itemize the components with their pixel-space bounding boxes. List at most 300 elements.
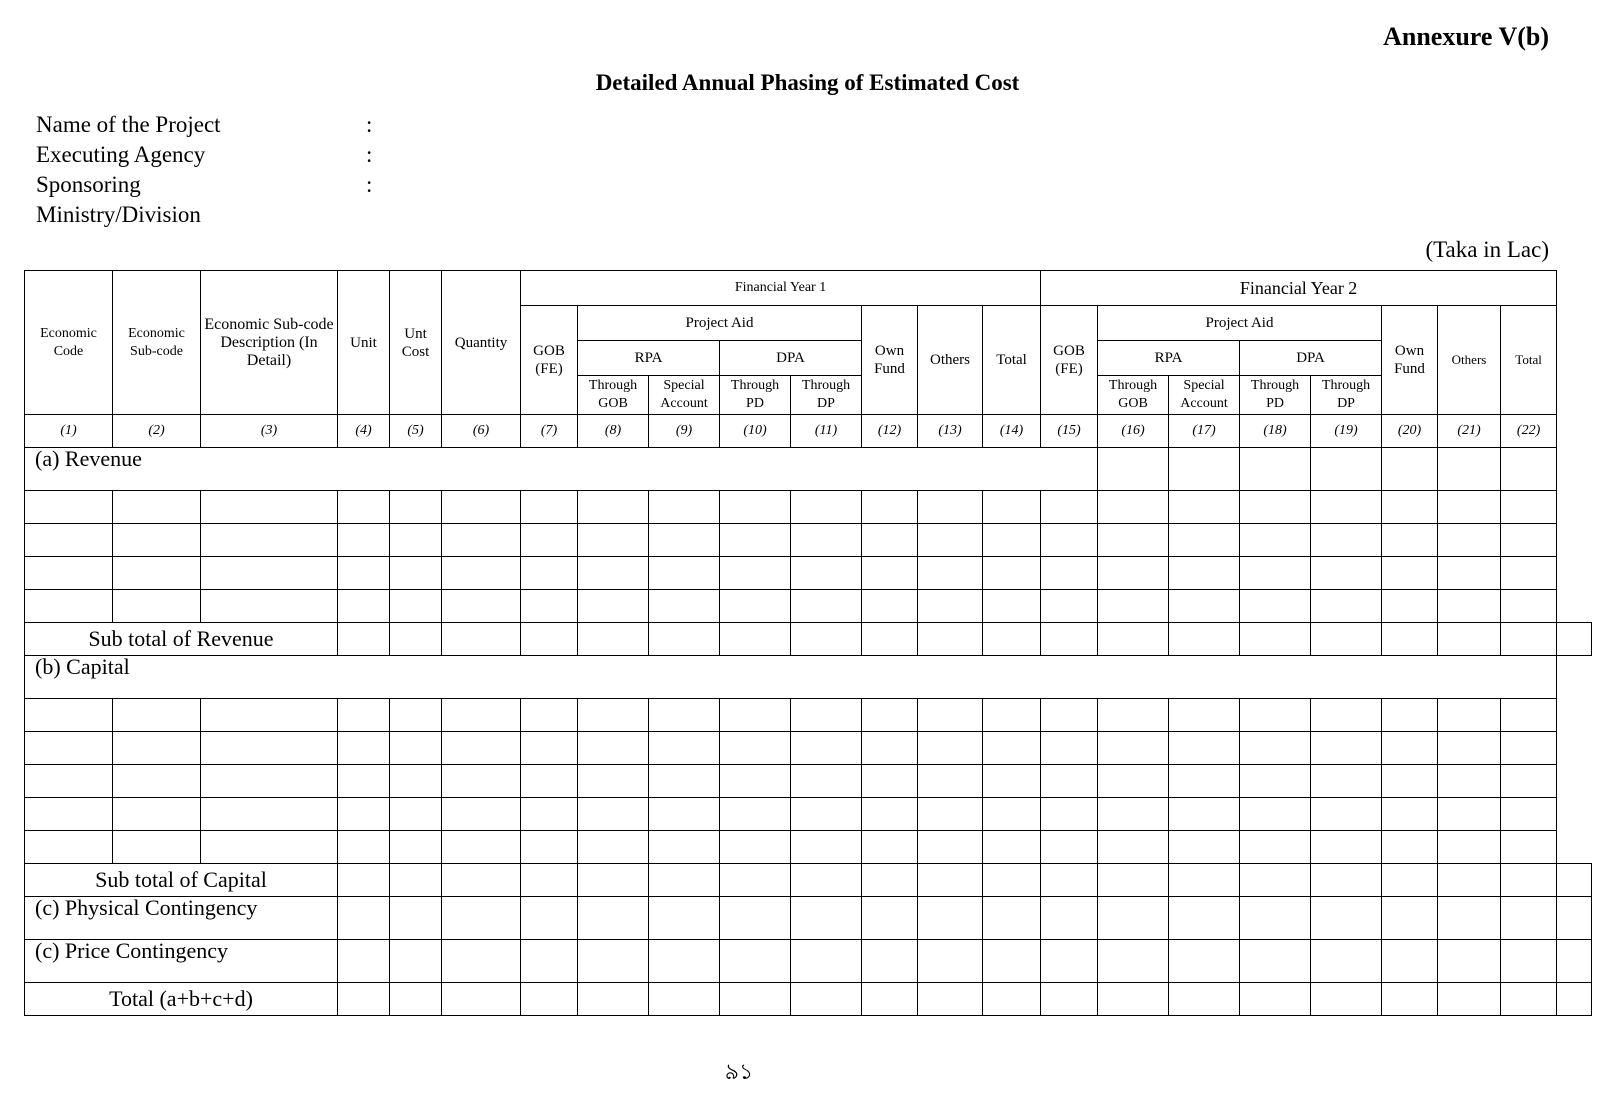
table-cell (338, 557, 390, 590)
col-index: (18) (1240, 415, 1311, 448)
table-cell (521, 831, 578, 864)
header-total: Total (1501, 306, 1557, 415)
table-cell (1311, 897, 1382, 940)
table-cell (1169, 491, 1240, 524)
table-cell (918, 983, 983, 1016)
table-cell (1557, 897, 1592, 940)
table-cell (649, 491, 720, 524)
table-cell (201, 557, 338, 590)
table-cell (649, 983, 720, 1016)
table-cell (791, 557, 862, 590)
table-cell (720, 699, 791, 732)
table-cell (918, 765, 983, 798)
table-cell (442, 983, 521, 1016)
table-cell (1382, 491, 1438, 524)
subtotal-capital-label: Sub total of Capital (25, 864, 338, 897)
table-cell (1382, 940, 1438, 983)
subtotal-revenue-row (25, 623, 1592, 656)
table-cell (521, 983, 578, 1016)
table-cell (983, 590, 1041, 623)
table-cell (521, 623, 578, 656)
table-cell (1041, 699, 1098, 732)
table-cell (862, 983, 918, 1016)
table-cell (1240, 897, 1311, 940)
table-cell (791, 864, 862, 897)
table-cell (720, 897, 791, 940)
table-cell (390, 699, 442, 732)
table-cell (791, 590, 862, 623)
header-row-1 (25, 271, 1592, 306)
table-cell (25, 590, 113, 623)
table-cell (442, 590, 521, 623)
table-cell (338, 732, 390, 765)
table-cell (1041, 623, 1098, 656)
table-cell (1098, 940, 1169, 983)
table-cell (1041, 491, 1098, 524)
table-cell (1501, 864, 1557, 897)
table-cell (1438, 699, 1501, 732)
table-cell (1041, 940, 1098, 983)
table-cell (649, 897, 720, 940)
cost-phasing-table (24, 270, 1592, 1016)
table-cell (521, 557, 578, 590)
col-index: (15) (1041, 415, 1098, 448)
table-cell (1041, 448, 1098, 491)
col-index: (5) (390, 415, 442, 448)
table-cell (1169, 897, 1240, 940)
table-cell (1311, 699, 1382, 732)
header-dpa: DPA (720, 341, 862, 376)
table-cell (390, 590, 442, 623)
header-economic-code: Economic Code (25, 271, 113, 415)
table-cell (862, 491, 918, 524)
header-financial-year-2: Financial Year 2 (1041, 271, 1557, 306)
table-cell (1382, 590, 1438, 623)
table-cell (1382, 623, 1438, 656)
table-cell (25, 557, 113, 590)
table-cell (918, 623, 983, 656)
table-cell (1169, 732, 1240, 765)
table-cell (201, 524, 338, 557)
col-index: (4) (338, 415, 390, 448)
table-cell (983, 864, 1041, 897)
table-cell (1169, 590, 1240, 623)
table-cell (649, 765, 720, 798)
col-index: (9) (649, 415, 720, 448)
table-cell (1041, 798, 1098, 831)
meta-colon: : (366, 112, 373, 137)
table-cell (1240, 623, 1311, 656)
table-cell (983, 798, 1041, 831)
table-cell (338, 524, 390, 557)
table-cell (113, 699, 201, 732)
header-subcode-description: Economic Sub-code Description (In Detail) (201, 271, 338, 415)
table-cell (1311, 524, 1382, 557)
table-cell (1438, 864, 1501, 897)
table-cell (862, 623, 918, 656)
header-unit: Unit (338, 271, 390, 415)
col-index: (12) (862, 415, 918, 448)
table-row (25, 590, 1592, 623)
table-cell (791, 699, 862, 732)
header-financial-year-1: Financial Year 1 (521, 271, 1041, 306)
table-cell (442, 798, 521, 831)
table-cell (578, 590, 649, 623)
table-cell (578, 732, 649, 765)
table-cell (918, 590, 983, 623)
table-cell (442, 699, 521, 732)
table-cell (1169, 557, 1240, 590)
table-cell (1311, 623, 1382, 656)
table-cell (25, 798, 113, 831)
table-cell (1169, 831, 1240, 864)
table-cell (521, 798, 578, 831)
table-cell (442, 623, 521, 656)
table-cell (791, 983, 862, 1016)
header-project-aid: Project Aid (578, 306, 862, 341)
table-cell (791, 491, 862, 524)
table-cell (113, 557, 201, 590)
table-cell (1557, 983, 1592, 1016)
table-cell (649, 732, 720, 765)
table-cell (918, 831, 983, 864)
table-cell (720, 831, 791, 864)
table-cell (1098, 491, 1169, 524)
table-cell (113, 732, 201, 765)
table-cell (1240, 864, 1311, 897)
table-cell (1240, 983, 1311, 1016)
table-cell (1438, 623, 1501, 656)
table-cell (390, 765, 442, 798)
table-cell (1240, 557, 1311, 590)
table-cell (1438, 765, 1501, 798)
table-cell (918, 897, 983, 940)
table-cell (983, 699, 1041, 732)
table-cell (521, 524, 578, 557)
header-unit-cost: Unt Cost (390, 271, 442, 415)
table-cell (1501, 983, 1557, 1016)
table-cell (1382, 798, 1438, 831)
table-cell (720, 557, 791, 590)
table-cell (791, 897, 862, 940)
table-cell (1501, 557, 1557, 590)
col-index: (19) (1311, 415, 1382, 448)
table-cell (1098, 798, 1169, 831)
table-cell (791, 798, 862, 831)
table-cell (338, 765, 390, 798)
table-cell (201, 699, 338, 732)
col-index: (21) (1438, 415, 1501, 448)
price-contingency-label: (c) Price Contingency (25, 940, 338, 983)
header-others: Others (918, 306, 983, 415)
table-cell (1311, 940, 1382, 983)
table-cell (1098, 448, 1169, 491)
physical-contingency-label: (c) Physical Contingency (25, 897, 338, 940)
table-cell (1169, 765, 1240, 798)
header-special-account: Special Account (1169, 376, 1240, 415)
table-cell (983, 765, 1041, 798)
table-cell (720, 590, 791, 623)
table-cell (578, 864, 649, 897)
table-cell (791, 831, 862, 864)
table-cell (1240, 831, 1311, 864)
table-cell (1557, 623, 1592, 656)
col-index: (11) (791, 415, 862, 448)
table-cell (1382, 557, 1438, 590)
table-cell (1438, 448, 1501, 491)
table-cell (113, 524, 201, 557)
table-cell (1382, 897, 1438, 940)
table-cell (1501, 524, 1557, 557)
table-cell (1438, 940, 1501, 983)
revenue-section-label: (a) Revenue (25, 448, 1041, 491)
table-cell (1098, 699, 1169, 732)
table-cell (649, 590, 720, 623)
subtotal-capital-row (25, 864, 1592, 897)
table-cell (791, 765, 862, 798)
table-cell (1382, 699, 1438, 732)
table-cell (578, 831, 649, 864)
table-cell (338, 699, 390, 732)
header-through-dp: Through DP (791, 376, 862, 415)
table-cell (521, 590, 578, 623)
header-rpa: RPA (1098, 341, 1240, 376)
table-cell (578, 699, 649, 732)
col-index: (7) (521, 415, 578, 448)
table-cell (983, 557, 1041, 590)
table-cell (649, 798, 720, 831)
table-cell (442, 491, 521, 524)
table-cell (1438, 897, 1501, 940)
table-cell (25, 732, 113, 765)
table-cell (918, 798, 983, 831)
table-cell (1098, 623, 1169, 656)
table-cell (442, 831, 521, 864)
table-cell (1311, 864, 1382, 897)
table-cell (1382, 983, 1438, 1016)
table-cell (338, 491, 390, 524)
table-cell (720, 623, 791, 656)
table-cell (25, 831, 113, 864)
table-cell (983, 732, 1041, 765)
table-cell (1557, 940, 1592, 983)
table-cell (983, 983, 1041, 1016)
table-cell (1041, 590, 1098, 623)
table-cell (983, 897, 1041, 940)
table-cell (578, 524, 649, 557)
table-cell (1041, 732, 1098, 765)
table-cell (1438, 983, 1501, 1016)
table-cell (649, 864, 720, 897)
meta-colon: : (366, 142, 373, 167)
table-cell (201, 831, 338, 864)
header-quantity: Quantity (442, 271, 521, 415)
table-cell (521, 864, 578, 897)
table-cell (862, 798, 918, 831)
table-cell (1041, 983, 1098, 1016)
table-cell (442, 864, 521, 897)
table-cell (390, 798, 442, 831)
table-row (25, 798, 1592, 831)
header-through-dp: Through DP (1311, 376, 1382, 415)
meta-row-ministry (36, 170, 436, 230)
table-cell (1169, 699, 1240, 732)
header-others: Others (1438, 306, 1501, 415)
meta-label: Executing Agency (36, 142, 206, 167)
table-cell (113, 491, 201, 524)
table-cell (1382, 831, 1438, 864)
table-cell (862, 897, 918, 940)
table-cell (1311, 798, 1382, 831)
table-cell (201, 491, 338, 524)
meta-row-project (36, 110, 436, 140)
table-row (25, 524, 1592, 557)
table-row (25, 699, 1592, 732)
table-cell (578, 765, 649, 798)
table-cell (338, 590, 390, 623)
table-cell (1041, 765, 1098, 798)
table-cell (720, 765, 791, 798)
table-row (25, 732, 1592, 765)
table-cell (442, 897, 521, 940)
grand-total-label: Total (a+b+c+d) (25, 983, 338, 1016)
table-cell (1240, 765, 1311, 798)
header-dpa: DPA (1240, 341, 1382, 376)
table-cell (390, 623, 442, 656)
table-cell (1438, 590, 1501, 623)
header-economic-subcode: Economic Sub-code (113, 271, 201, 415)
table-cell (338, 623, 390, 656)
table-cell (1098, 864, 1169, 897)
header-gob-fe: GOB (FE) (521, 306, 578, 415)
table-cell (1098, 590, 1169, 623)
header-through-pd: Through PD (720, 376, 791, 415)
table-cell (521, 897, 578, 940)
meta-label: Sponsoring Ministry/Division (36, 172, 201, 227)
table-cell (918, 864, 983, 897)
table-cell (862, 590, 918, 623)
table-cell (791, 524, 862, 557)
table-cell (1311, 590, 1382, 623)
col-index: (2) (113, 415, 201, 448)
table-cell (1169, 524, 1240, 557)
table-cell (338, 864, 390, 897)
table-cell (1098, 983, 1169, 1016)
table-cell (1501, 623, 1557, 656)
table-cell (1041, 831, 1098, 864)
table-cell (983, 623, 1041, 656)
table-cell (1240, 798, 1311, 831)
header-through-pd: Through PD (1240, 376, 1311, 415)
table-cell (578, 983, 649, 1016)
table-cell (1438, 798, 1501, 831)
capital-section-row (25, 656, 1592, 699)
table-cell (113, 765, 201, 798)
table-cell (521, 491, 578, 524)
table-cell (578, 897, 649, 940)
table-cell (720, 491, 791, 524)
table-cell (720, 864, 791, 897)
table-cell (1311, 448, 1382, 491)
table-cell (390, 732, 442, 765)
column-index-row (25, 415, 1592, 448)
table-cell (1501, 765, 1557, 798)
table-cell (1240, 699, 1311, 732)
table-cell (720, 524, 791, 557)
table-cell (1311, 557, 1382, 590)
col-index: (10) (720, 415, 791, 448)
table-cell (918, 940, 983, 983)
table-cell (201, 732, 338, 765)
price-contingency-row (25, 940, 1592, 983)
table-cell (862, 940, 918, 983)
physical-contingency-row (25, 897, 1592, 940)
table-cell (649, 524, 720, 557)
table-cell (338, 940, 390, 983)
table-cell (25, 699, 113, 732)
table-cell (1041, 524, 1098, 557)
table-cell (25, 524, 113, 557)
table-row (25, 765, 1592, 798)
table-cell (442, 940, 521, 983)
col-index: (3) (201, 415, 338, 448)
table-cell (1557, 864, 1592, 897)
table-row (25, 491, 1592, 524)
project-meta (36, 110, 436, 230)
table-cell (578, 798, 649, 831)
table-cell (1098, 524, 1169, 557)
table-cell (1311, 732, 1382, 765)
table-cell (1501, 831, 1557, 864)
table-cell (649, 699, 720, 732)
table-cell (1098, 765, 1169, 798)
meta-label: Name of the Project (36, 112, 221, 137)
table-cell (521, 940, 578, 983)
table-cell (1169, 798, 1240, 831)
table-cell (1501, 491, 1557, 524)
table-cell (862, 699, 918, 732)
table-cell (1438, 524, 1501, 557)
table-cell (338, 983, 390, 1016)
table-row (25, 831, 1592, 864)
table-cell (1169, 983, 1240, 1016)
table-cell (25, 491, 113, 524)
col-index: (16) (1098, 415, 1169, 448)
table-cell (1382, 448, 1438, 491)
page-number: ৯১ (724, 1059, 754, 1084)
table-cell (1098, 732, 1169, 765)
table-cell (720, 983, 791, 1016)
table-cell (1169, 940, 1240, 983)
table-cell (1311, 491, 1382, 524)
table-cell (1311, 831, 1382, 864)
table-cell (720, 732, 791, 765)
meta-colon: : (366, 172, 373, 197)
table-cell (918, 732, 983, 765)
table-cell (1240, 732, 1311, 765)
table-cell (578, 623, 649, 656)
table-cell (1169, 448, 1240, 491)
table-cell (390, 524, 442, 557)
table-cell (578, 940, 649, 983)
table-cell (1382, 732, 1438, 765)
table-cell (1169, 864, 1240, 897)
table-cell (1169, 623, 1240, 656)
table-cell (578, 557, 649, 590)
table-cell (1041, 864, 1098, 897)
table-cell (1501, 590, 1557, 623)
table-cell (1438, 732, 1501, 765)
